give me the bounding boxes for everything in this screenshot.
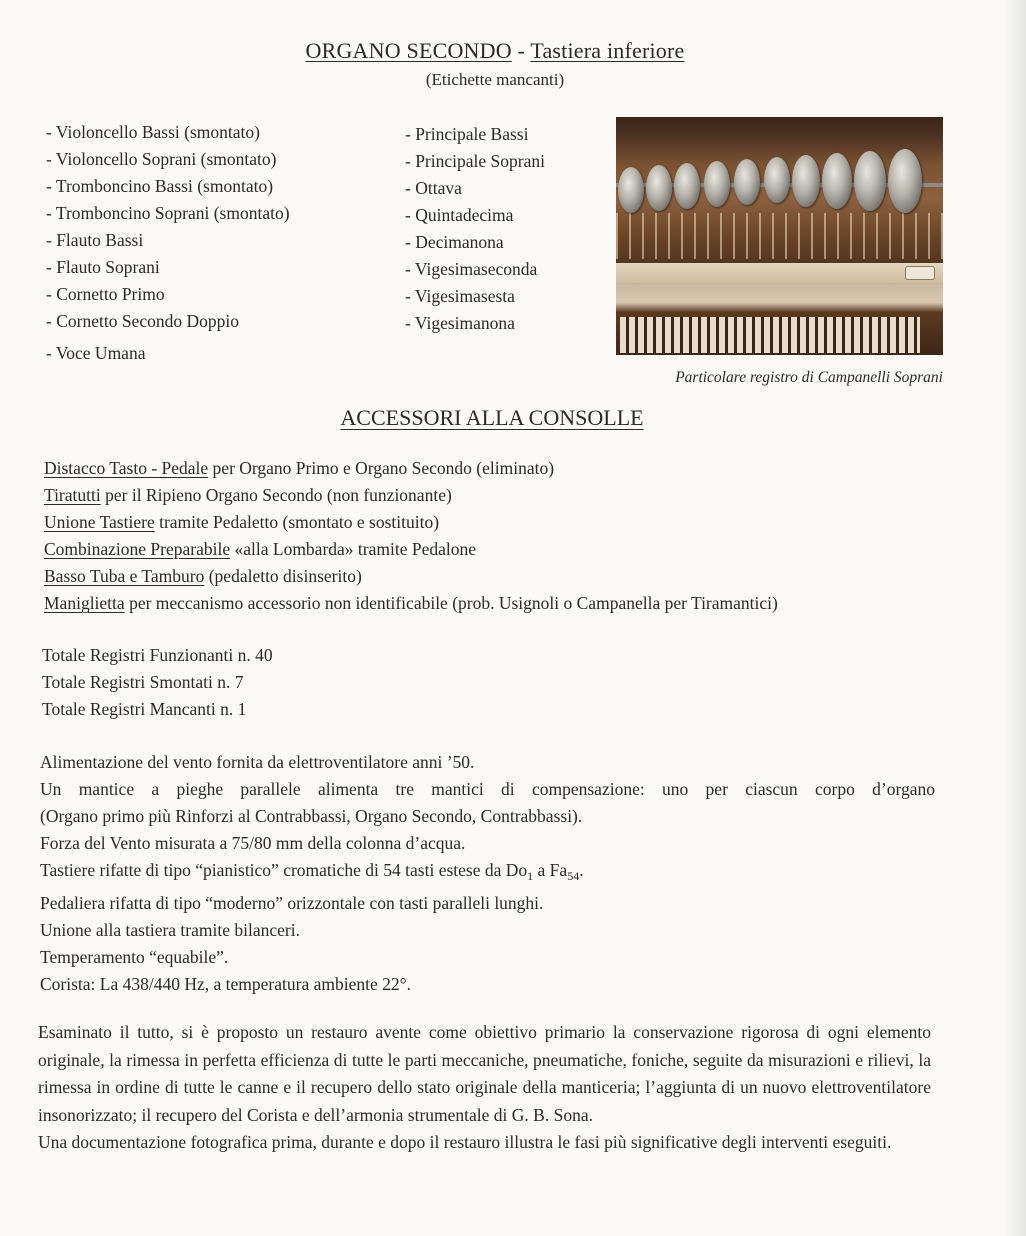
accessory-item	[44, 509, 778, 536]
photo-pins	[620, 317, 920, 353]
register-item: - Cornetto Secondo Doppio	[46, 311, 239, 331]
bell-shape	[674, 163, 700, 209]
page-edge-shadow	[1004, 0, 1026, 1236]
spec-line: Unione alla tastiera tramite bilanceri.	[40, 920, 300, 940]
bell-shape	[792, 155, 820, 207]
photo-caption: Particolare registro di Campanelli Soprani	[675, 369, 943, 386]
accessory-item	[44, 455, 778, 482]
register-item: - Principale Bassi	[405, 124, 529, 144]
specs-block	[40, 749, 935, 998]
register-item: - Voce Umana	[46, 343, 146, 363]
accessory-desc: per meccanismo accessorio non identificabile (prob. Usignoli o Campanella per Tiramantici)	[124, 593, 778, 613]
spec-text: Tastiere rifatte di tipo “pianistico” cromatiche di 54 tasti estese da Do	[40, 860, 528, 880]
totals-block	[42, 642, 273, 723]
photo-rail	[616, 263, 943, 283]
total-line: Totale Registri Smontati n. 7	[42, 672, 244, 692]
spec-subscript: 1	[527, 869, 534, 883]
closing-paragraph: Esaminato il tutto, si è proposto un restauro avente come obiettivo primario la conservazione rigorosa di ogni elemento originale, la rimessa in perfetta efficienza di tutte le parti meccaniche, pneumatiche, foniche, seguite da misurazioni e rilievi, la rimessa in ordine di tutte le canne e il recupero dello stato originale della manticeria; l’aggiunta di un nuovo elettroventilatore insonorizzato; il recupero del Corista e dell’armonia strumentale di G. B. Sona.	[38, 1022, 931, 1125]
register-item: - Tromboncino Bassi (smontato)	[46, 176, 274, 196]
spec-line-keyboard	[40, 857, 935, 890]
accessories-heading: ACCESSORI ALLA CONSOLLE	[340, 405, 644, 430]
title-main: ORGANO SECONDO	[305, 38, 512, 63]
total-line: Totale Registri Mancanti n. 1	[42, 699, 247, 719]
spec-subscript: 54	[567, 869, 580, 883]
spec-line: Temperamento “equabile”.	[40, 947, 229, 967]
photo-wires	[616, 213, 943, 259]
accessory-desc: «alla Lombarda» tramite Pedalone	[230, 539, 477, 559]
register-item: - Flauto Soprani	[46, 257, 160, 277]
accessory-name: Tiratutti	[44, 485, 101, 505]
spec-text: a Fa	[533, 860, 568, 880]
register-item: - Ottava	[405, 178, 462, 198]
register-item: - Decimanona	[405, 232, 504, 252]
accessory-desc: tramite Pedaletto (smontato e sostituito)	[154, 512, 440, 532]
registers-left-list	[46, 119, 290, 367]
register-item: - Vigesimasesta	[405, 286, 515, 306]
accessory-item	[44, 563, 778, 590]
register-item: - Violoncello Bassi (smontato)	[46, 122, 260, 142]
photo-knob	[905, 266, 935, 280]
accessory-item	[44, 590, 778, 617]
spec-text: .	[579, 860, 584, 880]
campanelli-photo	[616, 117, 943, 355]
closing-text	[38, 1019, 931, 1157]
page-subtitle: (Etichette mancanti)	[425, 70, 565, 89]
title-separator: -	[511, 38, 531, 63]
closing-paragraph: Una documentazione fotografica prima, durante e dopo il restauro illustra le fasi più significative degli interventi eseguiti.	[38, 1132, 892, 1152]
page-title	[0, 38, 990, 64]
register-item: - Violoncello Soprani (smontato)	[46, 149, 277, 169]
accessory-name: Combinazione Preparabile	[44, 539, 231, 559]
spec-line: Forza del Vento misurata a 75/80 mm della colonna d’acqua.	[40, 833, 466, 853]
spec-line: Alimentazione del vento fornita da elettroventilatore anni ’50.	[40, 752, 475, 772]
accessories-list	[44, 455, 778, 617]
bell-shape	[764, 157, 790, 203]
register-item: - Quintadecima	[405, 205, 514, 225]
bell-shape	[854, 151, 886, 211]
bell-shape	[618, 167, 644, 213]
register-item: - Cornetto Primo	[46, 284, 165, 304]
accessory-desc: (pedaletto disinserito)	[204, 566, 362, 586]
spec-line: Un mantice a pieghe parallele alimenta tre mantici di compensazione: uno per ciascun corpo d’organo	[40, 779, 935, 799]
accessory-name: Unione Tastiere	[44, 512, 155, 532]
register-item: - Vigesimanona	[405, 313, 515, 333]
accessory-name: Basso Tuba e Tamburo	[44, 566, 205, 586]
bell-shape	[734, 159, 760, 205]
register-item: - Tromboncino Soprani (smontato)	[46, 203, 290, 223]
accessory-desc: per il Ripieno Organo Secondo (non funzionante)	[100, 485, 452, 505]
registers-middle-list	[405, 121, 545, 337]
bell-shape	[822, 153, 852, 209]
spec-line: Pedaliera rifatta di tipo “moderno” orizzontale con tasti paralleli lunghi.	[40, 893, 544, 913]
accessory-name: Maniglietta	[44, 593, 125, 613]
register-item: - Flauto Bassi	[46, 230, 144, 250]
accessory-name: Distacco Tasto - Pedale	[44, 458, 209, 478]
bell-shape	[646, 165, 672, 211]
accessory-item	[44, 536, 778, 563]
total-line: Totale Registri Funzionanti n. 40	[42, 645, 273, 665]
register-item: - Principale Soprani	[405, 151, 545, 171]
bell-shape	[704, 161, 730, 207]
bell-shape	[888, 149, 922, 213]
spec-line: (Organo primo più Rinforzi al Contrabbassi, Organo Secondo, Contrabbassi).	[40, 806, 583, 826]
title-sub: Tastiera inferiore	[530, 38, 685, 63]
spec-line: Corista: La 438/440 Hz, a temperatura ambiente 22°.	[40, 974, 411, 994]
accessory-item	[44, 482, 778, 509]
register-item: - Vigesimaseconda	[405, 259, 538, 279]
accessory-desc: per Organo Primo e Organo Secondo (eliminato)	[208, 458, 555, 478]
